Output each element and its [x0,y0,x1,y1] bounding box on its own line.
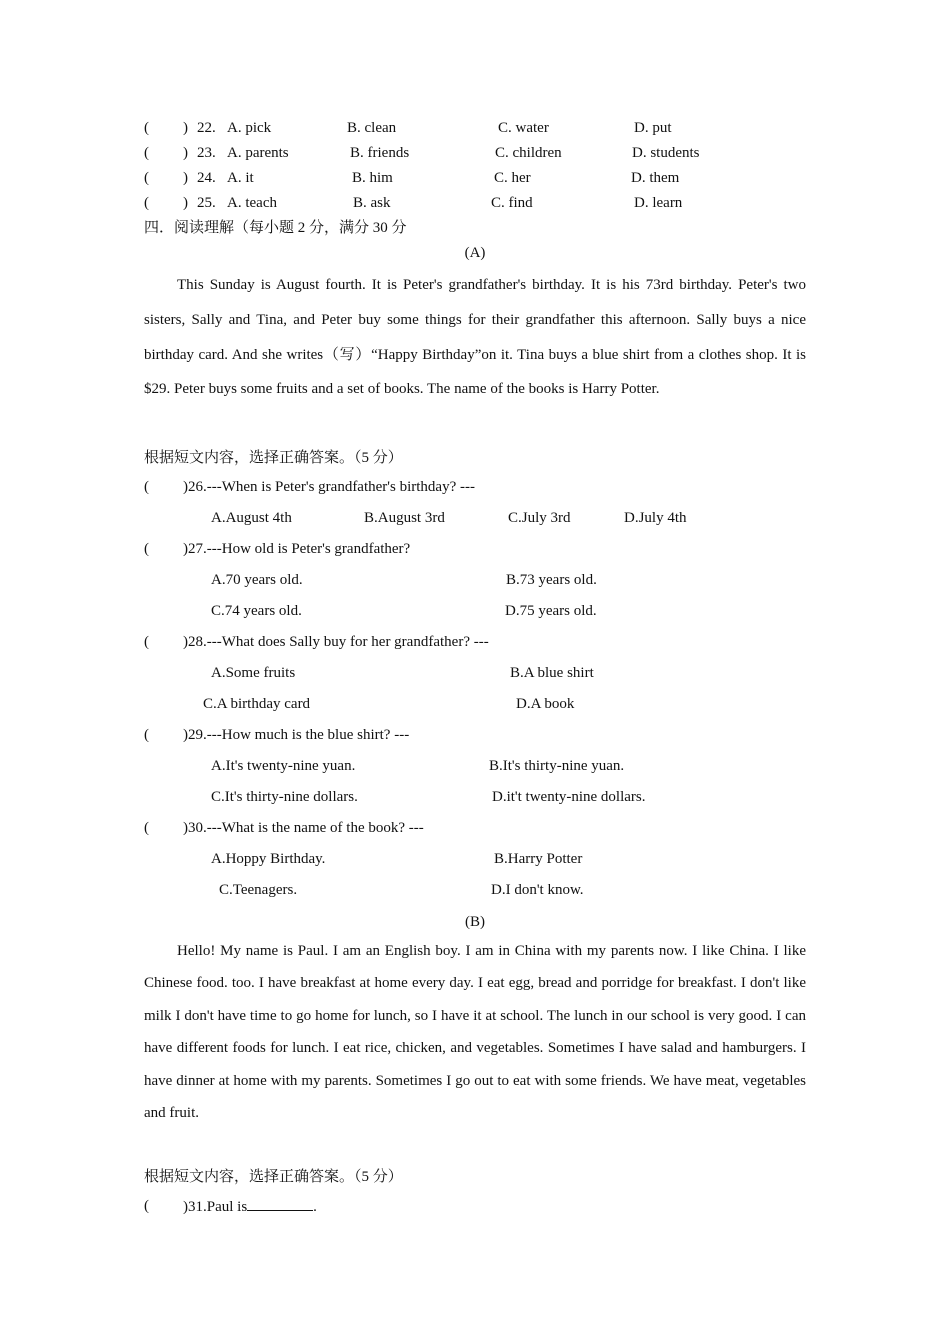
question-number: 24. [197,170,216,186]
option-d: D.July 4th [624,510,687,526]
answer-paren-close: ) [183,145,188,161]
answer-paren: ( [144,479,149,495]
question-number: 25. [197,195,216,211]
answer-paren: ( [144,727,149,743]
option-c: C.It's thirty-nine dollars. [211,789,358,805]
option-b: B. clean [347,120,397,136]
option-c: C. children [495,145,562,161]
passage-b-instruction: 根据短文内容，选择正确答案。（5 分） [144,1169,403,1185]
option-d: D. learn [634,195,683,211]
section-heading: 四．阅读理解（每小题 2 分，满分 30 分 [144,220,407,236]
passage-a-label: (A) [464,245,486,261]
passage-a-body: This Sunday is August fourth. It is Peter's grandfather's birthday. It is his 73rd birthday. Peter's two sisters, Sally and Tina, and Peter buy some things for their grandfather this afternoon. Sally buys a nice birthday card. And she writes（写）“Happy Birthday”on it. Tina buys a blue shirt from a clothes shop. It is $29. Peter buys some fruits and a set of books. The name of the books is Harry Potter. [144,277,806,398]
question-text: )30.---What is the name of the book? --- [183,820,424,836]
option-b: B. ask [353,195,391,211]
option-c: C. her [494,170,531,186]
option-c: C.Teenagers. [219,882,298,898]
passage-b-body: Hello! My name is Paul. I am an English boy. I am in China with my parents now. I like China. I like Chinese food. too. I have breakfast at home every day. I eat egg, bread and porridge for breakfast. I don't like milk I don't have time to go home for lunch, so I have it at school. The lunch in our school is very good. I can have different foods for lunch. I eat rice, chicken, and vegetables. Sometimes I have salad and hamburgers. I have dinner at home with my parents. Sometimes I go out to eat with some friends. We have meat, vegetables and fruit. [144,943,806,1122]
option-a: A.Hoppy Birthday. [211,851,326,867]
option-c: C.July 3rd [508,510,571,526]
option-a: A.It's twenty-nine yuan. [211,758,356,774]
option-d: D.I don't know. [491,882,584,898]
passage-a-text [144,268,806,407]
option-b: B.A blue shirt [510,665,594,681]
option-d: D. put [634,120,672,136]
option-d: D.A book [516,696,575,712]
answer-paren: ( [144,195,149,211]
option-c: C.A birthday card [203,696,311,712]
option-d: D. them [631,170,680,186]
question-text [183,1196,317,1217]
passage-b-text [144,935,806,1129]
option-c: C. find [491,195,533,211]
answer-paren: ( [144,634,149,650]
option-a: A. teach [227,195,277,211]
answer-paren-close: ) [183,120,188,136]
question-text: )26.---When is Peter's grandfather's birthday? --- [183,479,475,495]
option-a: A. it [227,170,254,186]
option-d: D. students [632,145,700,161]
answer-blank[interactable] [247,1196,313,1211]
option-d: D.it't twenty-nine dollars. [492,789,646,805]
answer-paren: ( [144,1198,149,1214]
option-b: B.Harry Potter [494,851,583,867]
question-text: )29.---How much is the blue shirt? --- [183,727,410,743]
option-b: B.73 years old. [506,572,597,588]
question-end: . [313,1199,317,1215]
answer-paren: ( [144,120,149,136]
option-d: D.75 years old. [505,603,597,619]
passage-b-label: (B) [465,914,485,930]
option-b: B.August 3rd [364,510,445,526]
question-stem: )31.Paul is [183,1199,248,1215]
answer-paren: ( [144,820,149,836]
question-text: )27.---How old is Peter's grandfather? [183,541,411,557]
answer-paren-close: ) [183,170,188,186]
option-b: B.It's thirty-nine yuan. [489,758,625,774]
passage-a-instruction: 根据短文内容，选择正确答案。（5 分） [144,450,403,466]
option-a: A.Some fruits [211,665,296,681]
option-c: C.74 years old. [211,603,302,619]
option-a: A. pick [227,120,272,136]
option-a: A.70 years old. [211,572,303,588]
option-b: B. him [352,170,393,186]
answer-paren-close: ) [183,195,188,211]
option-c: C. water [498,120,549,136]
answer-paren: ( [144,145,149,161]
option-b: B. friends [350,145,410,161]
option-a: A.August 4th [211,510,292,526]
answer-paren: ( [144,541,149,557]
question-number: 23. [197,145,216,161]
question-number: 22. [197,120,216,136]
option-a: A. parents [227,145,289,161]
question-text: )28.---What does Sally buy for her grandfather? --- [183,634,489,650]
answer-paren: ( [144,170,149,186]
